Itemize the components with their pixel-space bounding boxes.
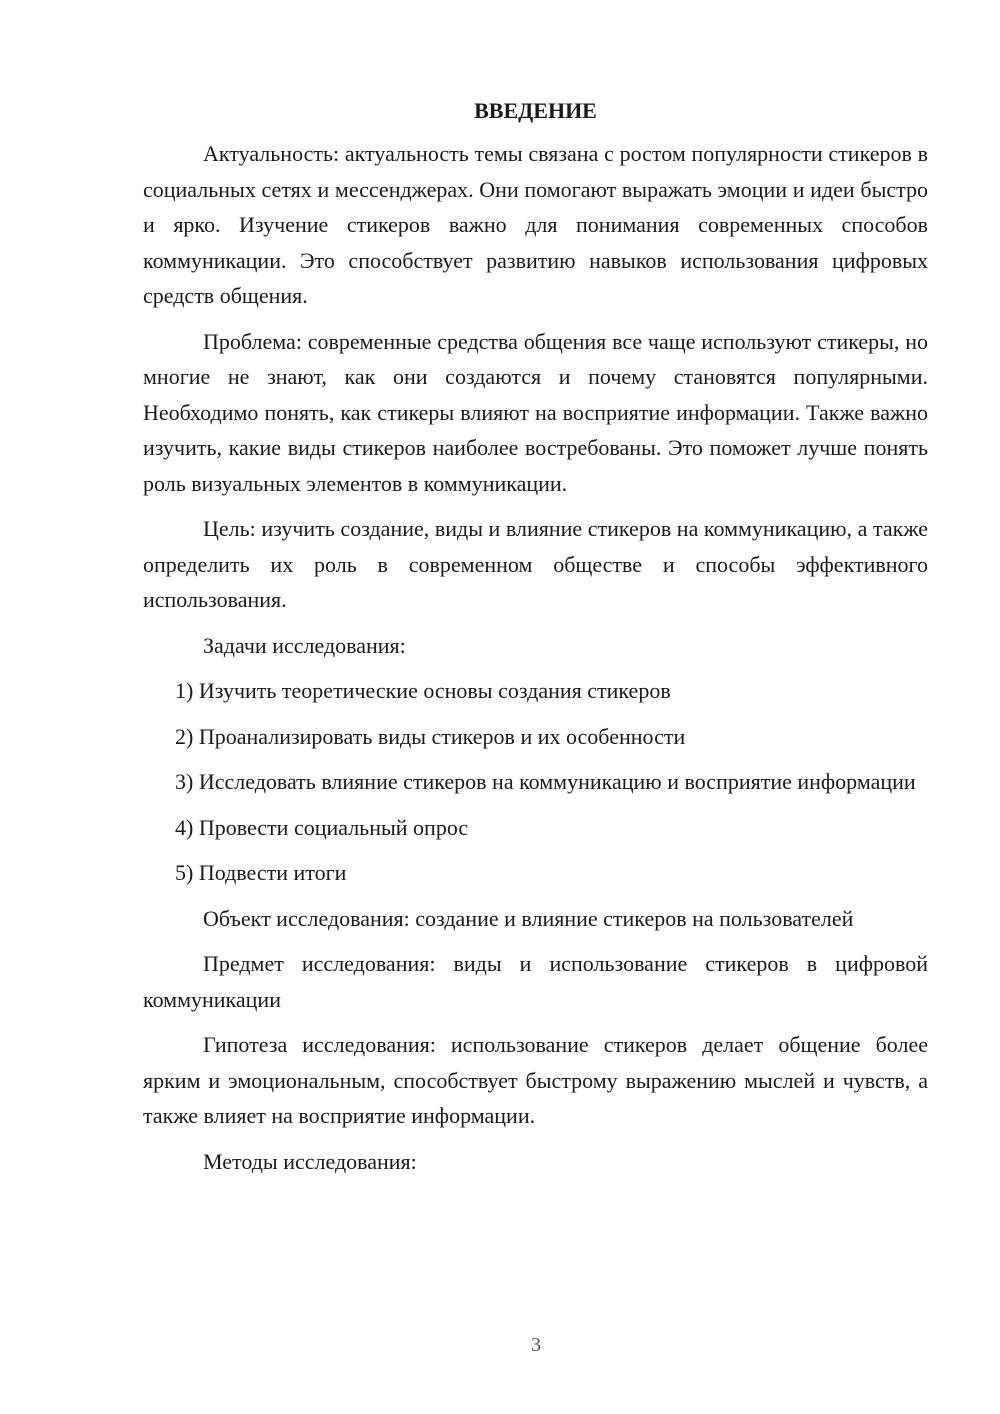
section-title: ВВЕДЕНИЕ (474, 98, 597, 123)
paragraph-relevance: Актуальность: актуальность темы связана с ростом популярности стикеров в социальных сетях и мессенджерах. Они помогают выражать эмоции и идеи быстро и ярко. Изучение стикеров важно для понимания современных способов коммуникации. Это способствует развитию навыков использования цифровых средств общения. (143, 141, 928, 308)
paragraph-subject: Предмет исследования: виды и использование стикеров в цифровой коммуникации (143, 951, 928, 1012)
paragraph-methods-heading: Методы исследования: (203, 1148, 417, 1174)
list-item: 1) Изучить теоретические основы создания стикеров (175, 678, 671, 703)
paragraph-tasks-heading: Задачи исследования: (203, 632, 406, 658)
paragraph-problem: Проблема: современные средства общения все чаще используют стикеры, но многие не знают, как они создаются и почему становятся популярными. Необходимо понять, как стикеры влияют на восприятие информации. Также важно изучить, какие виды стикеров наиболее востребованы. Это поможет лучше понять роль визуальных элементов в коммуникации. (143, 328, 928, 496)
paragraph-object: Объект исследования: создание и влияние стикеров на пользователей (203, 905, 854, 931)
paragraph-goal: Цель: изучить создание, виды и влияние стикеров на коммуникацию, а также определить их роль в современном обществе и способы эффективного использования. (143, 516, 928, 612)
page-number: 3 (531, 1334, 541, 1356)
list-item: 2) Проанализировать виды стикеров и их особенности (175, 723, 686, 749)
tasks-list (143, 673, 928, 891)
list-item: 5) Подвести итоги (175, 860, 347, 885)
document-page (143, 94, 928, 1179)
list-item: 4) Провести социальный опрос (175, 814, 469, 840)
list-item: 3) Исследовать влияние стикеров на коммуникацию и восприятие информации (175, 769, 916, 794)
paragraph-hypothesis: Гипотеза исследования: использование стикеров делает общение более ярким и эмоциональным, способствует быстрому выражению мыслей и чувств, а также влияет на восприятие информации. (143, 1032, 928, 1128)
